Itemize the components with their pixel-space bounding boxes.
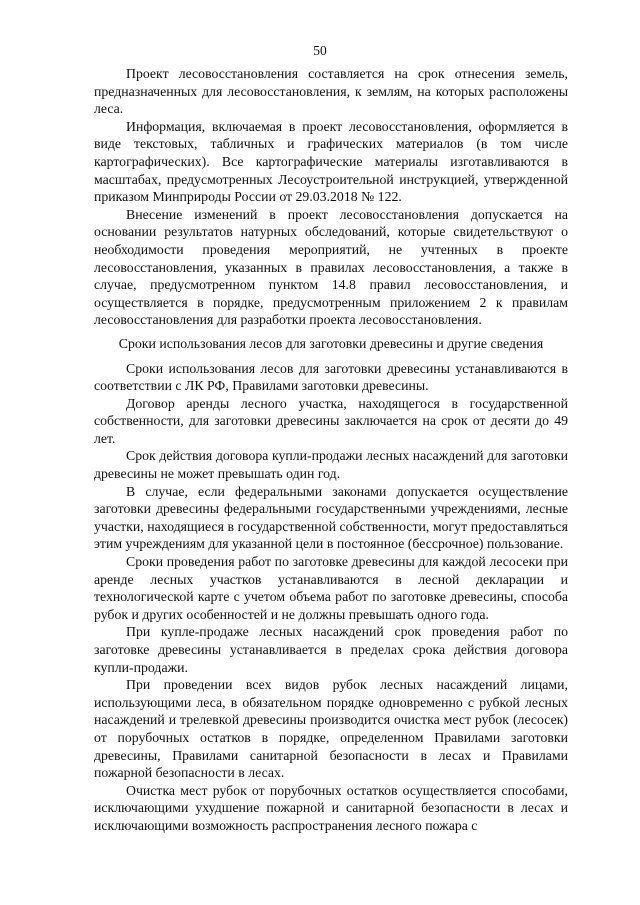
- paragraph: Срок действия договора купли-продажи лесных насаждений для заготовки древесины не может превышать один год.: [94, 448, 568, 482]
- paragraph: При проведении всех видов рубок лесных насаждений лицами, использующими леса, в обязательном порядке одновременно с рубкой лесных насаждений и трелевкой древесины производится очистка мест рубок (лесосек) от порубочных остатков в порядке, определенном Правилами заготовки древесины, Правилами санитарной безопасности в лесах и Правилами пожарной безопасности в лесах.: [94, 677, 568, 781]
- paragraph: Очистка мест рубок от порубочных остатков осуществляется способами, исключающими ухудшение пожарной и санитарной безопасности в лесах и исключающими возможность распространения лесного пожара с: [94, 782, 568, 833]
- paragraph: Проект лесовосстановления составляется на срок отнесения земель, предназначенных для лесовосстановления, к землям, на которых расположены леса.: [94, 66, 568, 117]
- paragraph: Информация, включаемая в проект лесовосстановления, оформляется в виде текстовых, табличных и графических материалов (в том числе картографических). Все картографические материалы изготавливаются в масштабах, предусмотренных Лесоустроительной инструкцией, утвержденной приказом Минприроды России от 29.03.2018 № 122.: [94, 118, 568, 205]
- paragraph: Сроки проведения работ по заготовке древесины для каждой лесосеки при аренде лесных участков устанавливаются в лесной декларации и технологической карте с учетом объема работ по заготовке древесины, способа рубок и других особенностей и не должны превышать одного года.: [94, 554, 568, 622]
- paragraph: Сроки использования лесов для заготовки древесины устанавливаются в соответствии с ЛК РФ, Правилами заготовки древесины.: [94, 360, 568, 394]
- section-heading: Сроки использования лесов для заготовки древесины и другие сведения: [118, 335, 544, 351]
- paragraph: Внесение изменений в проект лесовосстановления допускается на основании результатов натурных обследований, которые свидетельствуют о необходимости проведения мероприятий, не учтенных в проекте лесовосстановления, указанных в правилах лесовосстановления, а также в случае, предусмотренном пунктом 14.8 правил лесовосстановления, и осуществляется в порядке, предусмотренным приложением 2 к правилам лесовосстановления для разработки проекта лесовосстановления.: [94, 206, 568, 328]
- paragraph: В случае, если федеральными законами допускается осуществление заготовки древесины федеральными государственными учреждениями, лесные участки, находящиеся в государственной собственности, могут предоставляться этим учреждениям для указанной цели в постоянное (бессрочное) пользование.: [94, 483, 568, 552]
- document-body: [94, 65, 568, 835]
- paragraph: Договор аренды лесного участка, находящегося в государственной собственности, для заготовки древесины заключается на срок от десяти до 49 лет.: [94, 395, 568, 446]
- page-number: 50: [313, 43, 327, 58]
- paragraph: При купле-продаже лесных насаждений срок проведения работ по заготовке древесины устанавливается в пределах срока действия договора купли-продажи.: [94, 624, 568, 675]
